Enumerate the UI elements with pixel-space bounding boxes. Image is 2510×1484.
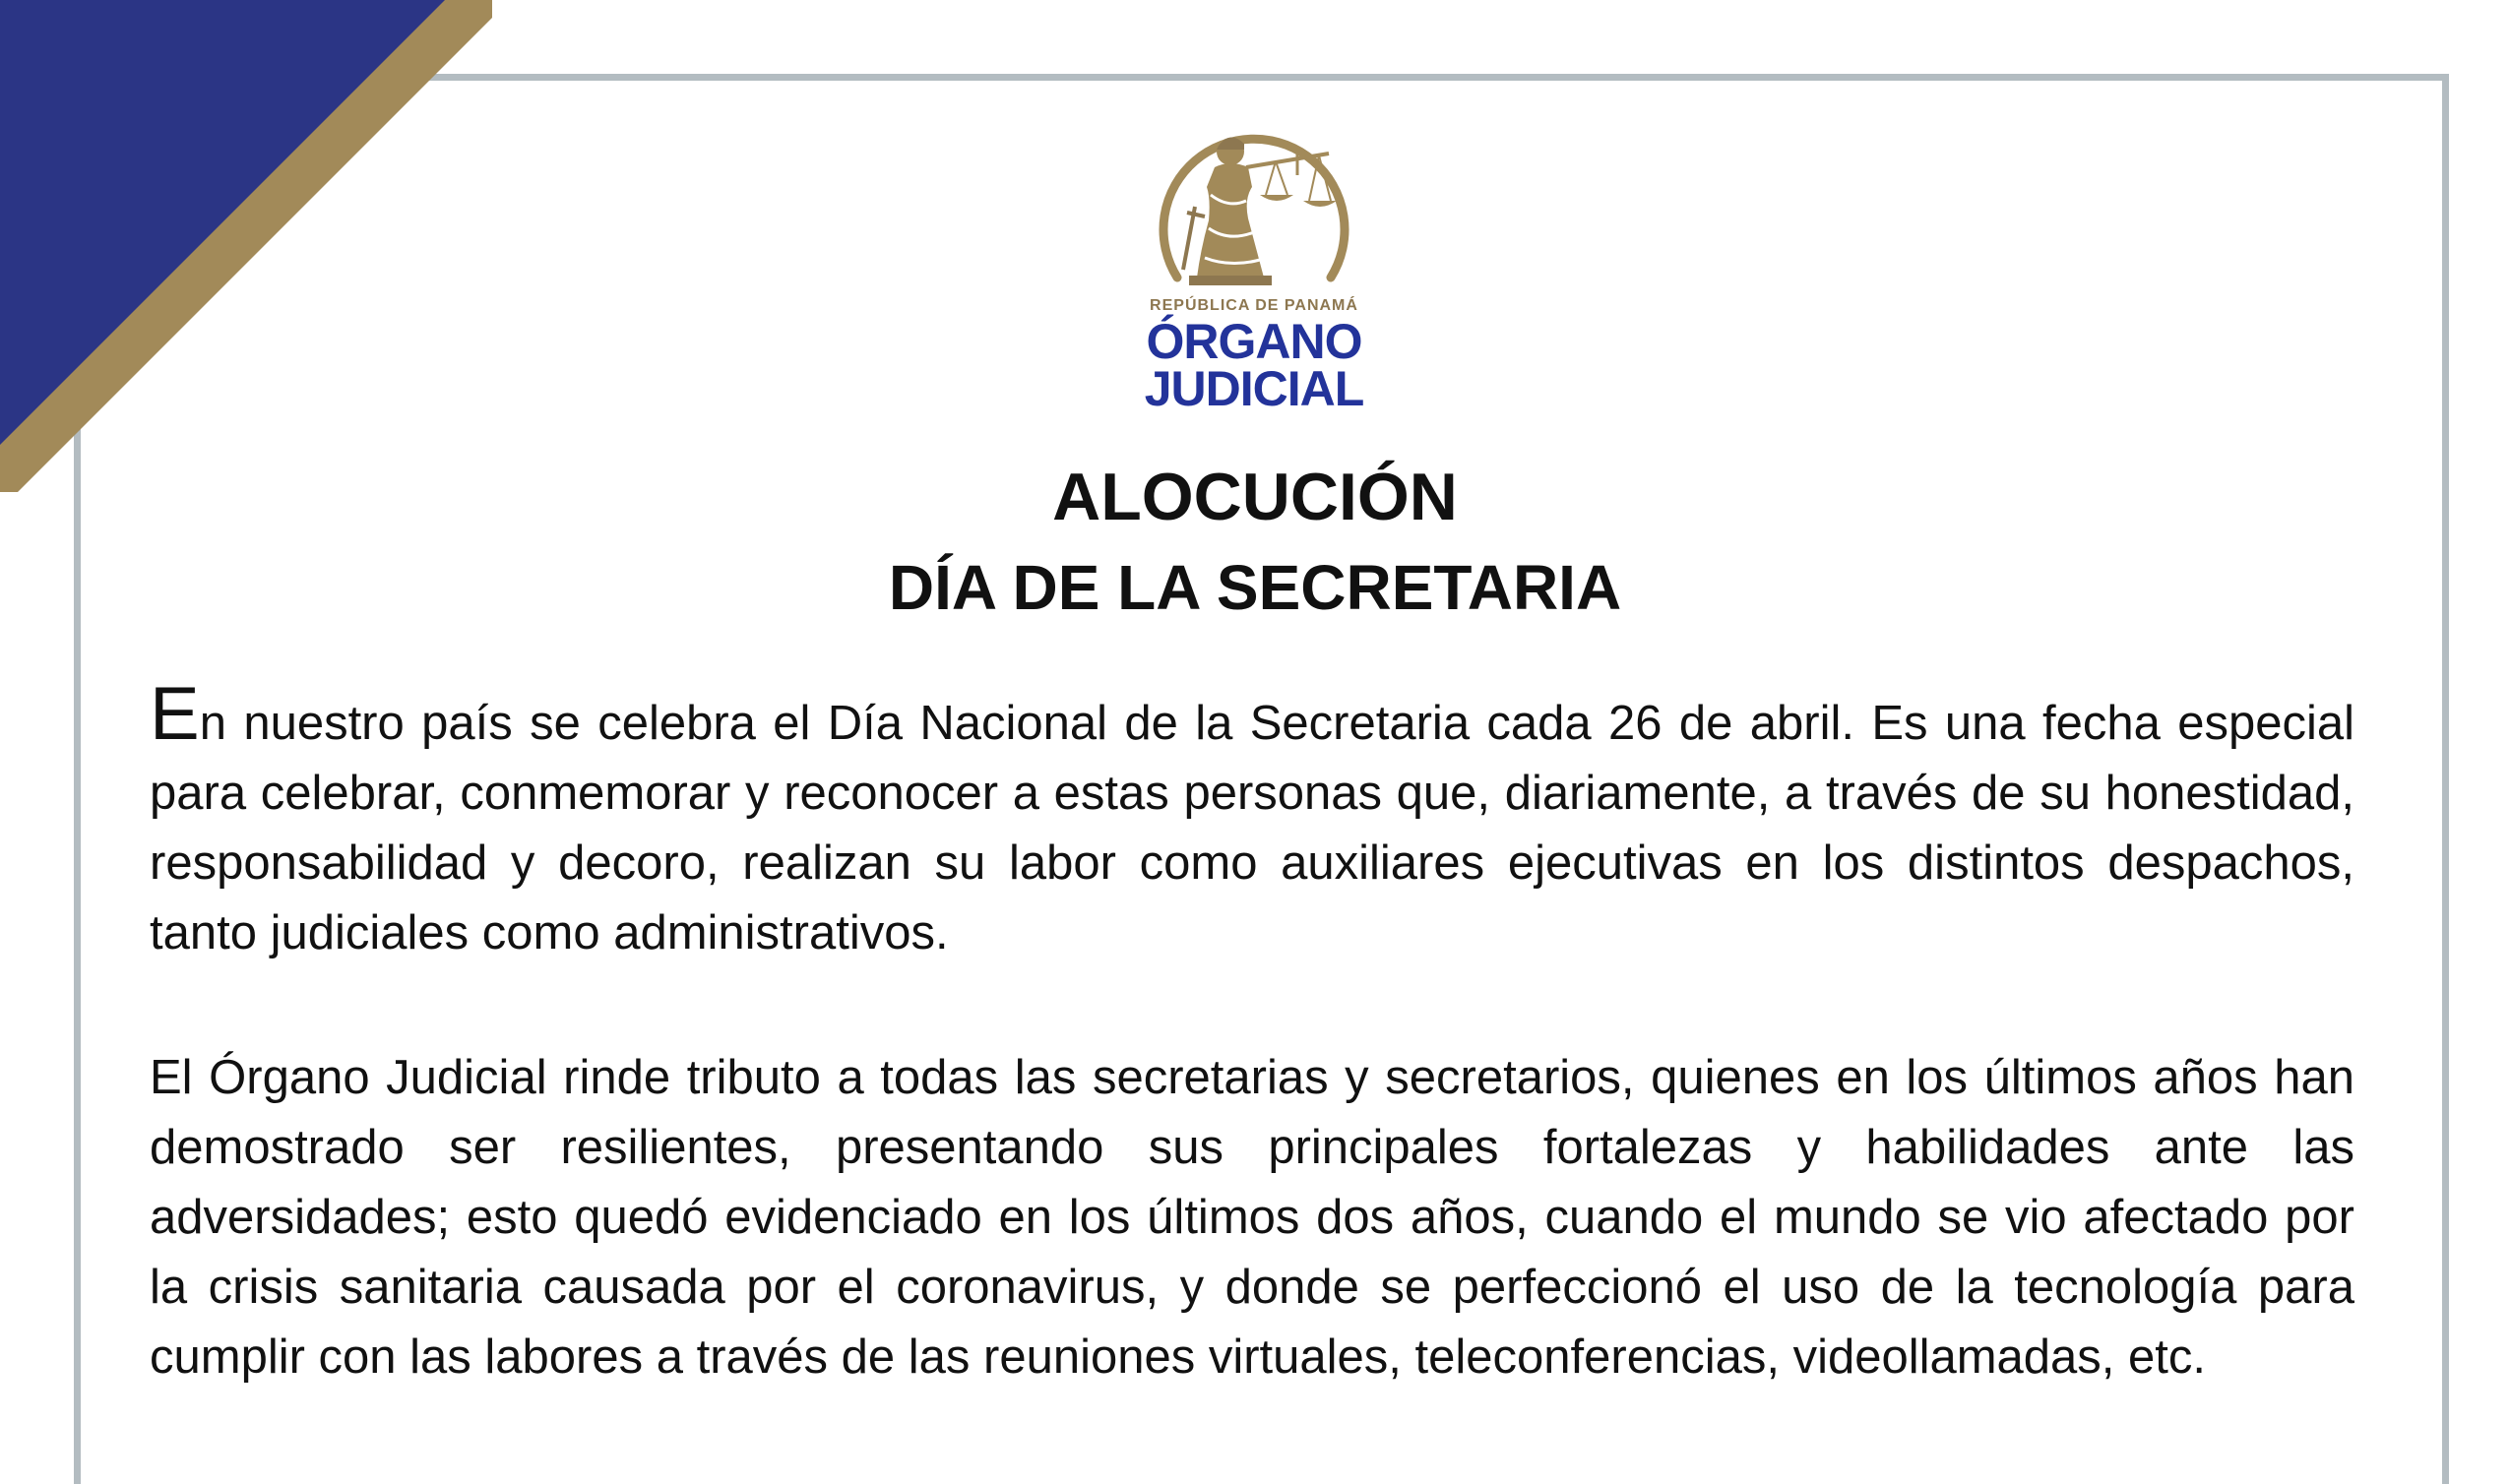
drop-cap-initial: E xyxy=(150,672,200,756)
logo-country-label: REPÚBLICA DE PANAMÁ xyxy=(1150,297,1358,314)
logo-judicial-text: JUDICIAL xyxy=(1144,361,1364,416)
document-title: ALOCUCIÓN xyxy=(1052,460,1458,534)
lady-justice-emblem-icon xyxy=(1150,110,1358,295)
organo-judicial-logo xyxy=(1140,110,1368,416)
paragraph-1 xyxy=(150,672,2354,968)
paragraph-1-text: n nuestro país se celebra el Día Nacional de la Secretaria cada 26 de abril. Es una fecha especial para celebrar, conmemorar y reconocer a estas personas que, diariamente, a través de su honestidad, responsabilidad y decoro, realizan su labor como auxiliares ejecutivas en los distintos despachos, tanto judiciales como administrativos. xyxy=(150,697,2354,959)
document-subtitle: DÍA DE LA SECRETARIA xyxy=(888,552,1622,623)
paragraph-2: El Órgano Judicial rinde tributo a todas las secretarias y secretarios, quienes en los últimos años han demostrado ser resilientes, presentando sus principales fortalezas y habilidades ante las adversidades; esto quedó evidenciado en los últimos dos años, cuando el mundo se vio afectado por la crisis sanitaria causada por el coronavirus, y donde se perfeccionó el uso de la tecnología para cumplir con las labores a través de las reuniones virtuales, teleconferencias, videollamadas, etc. xyxy=(150,1051,2354,1384)
corner-ribbon-decoration xyxy=(0,0,512,512)
logo-organo-text: ÓRGANO xyxy=(1146,314,1362,369)
